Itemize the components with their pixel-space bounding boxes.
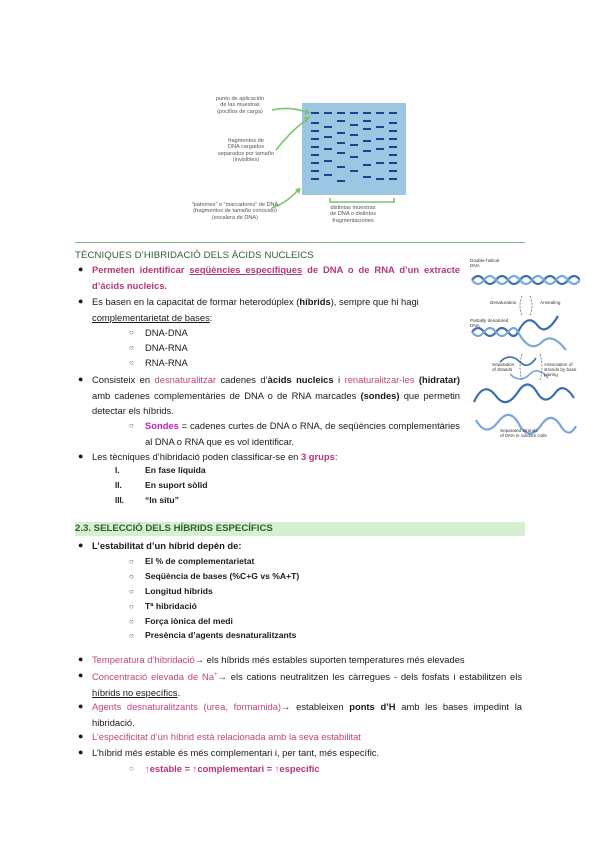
- gel-figure: [180, 90, 420, 235]
- roman-item-3: III. “In situ”: [115, 495, 179, 505]
- stability-factor-3: ○ Longitud híbrids: [129, 586, 213, 596]
- bullet-most-stable: ● L’híbrid més estable és més complementari i, per tant, més específic.: [78, 747, 380, 758]
- bullet-stability-intro: ● L’estabilitat d’un híbrid depèn de:: [78, 540, 242, 551]
- sub-item-dna-rna: ○ DNA-RNA: [129, 342, 188, 353]
- bullet-identify: ● Permeten identificar seqüències específiques de DNA o de RNA d’un extracte d’àcids nucleics.: [78, 264, 461, 291]
- bullet-dot: ●: [78, 296, 84, 306]
- dna-denaturation-illustration: [470, 262, 580, 437]
- gel-slab: [302, 103, 406, 195]
- label-denaturation: Denaturation: [490, 300, 517, 305]
- bullet-three-groups: ● Les tècniques d’hibridació poden classificar-se en 3 grups:: [92, 449, 460, 465]
- gel-label-markers: "patrones" o "marcadores" de DNA (fragmentos de tamaño conocido) (escalera de DNA): [191, 202, 279, 221]
- section-title-techniques: TÈCNIQUES D’HIBRIDACIÓ DELS ÀCIDS NUCLEICS: [75, 250, 314, 261]
- sub-item-sondes: ○ Sondes = cadenes curtes de DNA o RNA, de seqüències complementàries al DNA o RNA que es vol identificar.: [129, 420, 460, 447]
- sub-item-stable-formula: ○ ↑estable = ↑complementari = ↑específic: [129, 763, 320, 774]
- stability-factor-2: ○ Seqüència de bases (%C+G vs %A+T): [129, 571, 300, 581]
- bullet-sodium: ● Concentració elevada de Na+→ els cations neutralitzen les càrregues - dels fosfats i estabilitzen els híbrids no específics.: [78, 670, 523, 698]
- label-double-helical: Double-helical DNA: [470, 258, 500, 268]
- stability-factor-6: ○ Presència d’agents desnaturalitzants: [129, 630, 297, 640]
- label-annealing: Annealing: [540, 300, 561, 305]
- stability-factor-4: ○ Tª hibridació: [129, 601, 197, 611]
- hybridization-diagram: [470, 258, 580, 438]
- label-association: Association of strands by base pairing: [544, 362, 577, 377]
- roman-item-1: I. En fase líquida: [115, 465, 206, 475]
- gel-label-samples: distintas muestras de DNA o distintos fragmentaciones: [329, 205, 377, 224]
- stability-factor-5: ○ Força iònica del medi: [129, 616, 233, 626]
- label-partially-denatured: Partially denatured DNA: [470, 318, 509, 328]
- sub-item-dna-dna: ○ DNA-DNA: [129, 327, 188, 338]
- bullet-dot: ●: [78, 264, 84, 274]
- bullet-dot: ●: [78, 374, 84, 384]
- bullet-dot: ●: [78, 451, 84, 461]
- roman-item-2: II. En suport sòlid: [115, 480, 208, 490]
- stability-factor-1: ○ El % de complementarietat: [129, 556, 255, 566]
- bullet-heteroduplex: ● Es basen en la capacitat de formar heterodúplex (híbrids), sempre que hi hagi complementarietat de bases:: [78, 296, 419, 323]
- sub-item-rna-rna: ○ RNA-RNA: [129, 357, 188, 368]
- label-separation: Separation of strands: [492, 362, 515, 372]
- bullet-denaturing-agents: ● Agents desnaturalitzants (urea, formamida)→ estableixen ponts d’H amb les bases impedint la hibridació.: [78, 701, 522, 728]
- section-divider: [75, 242, 525, 243]
- gel-label-fragments: fragmentos de DNA cargados separados por tamaño (invisibles): [218, 138, 274, 164]
- label-separated-strands: Separated strands of DNA in random coils: [500, 428, 547, 438]
- gel-label-application: punto de aplicación de las muestras (pocillos de carga): [215, 96, 265, 115]
- section-title-selection: 2.3. SELECCIÓ DELS HÍBRIDS ESPECÍFICS: [75, 523, 273, 534]
- bullet-specificity: ● L’especificitat d’un híbrid està relacionada amb la seva estabilitat: [78, 731, 361, 742]
- bullet-denaturalize: ● Consisteix en desnaturalitzar cadenes d’àcids nucleics i renaturalitzar-les (hidratar) amb cadenes complementàries de DNA o de RNA marcades (sondes) que permetin detectar els híbrids.: [78, 374, 461, 416]
- bullet-temperature: ● Temperatura d’hibridació→ els híbrids més estables suporten temperatures més elevades: [78, 654, 465, 665]
